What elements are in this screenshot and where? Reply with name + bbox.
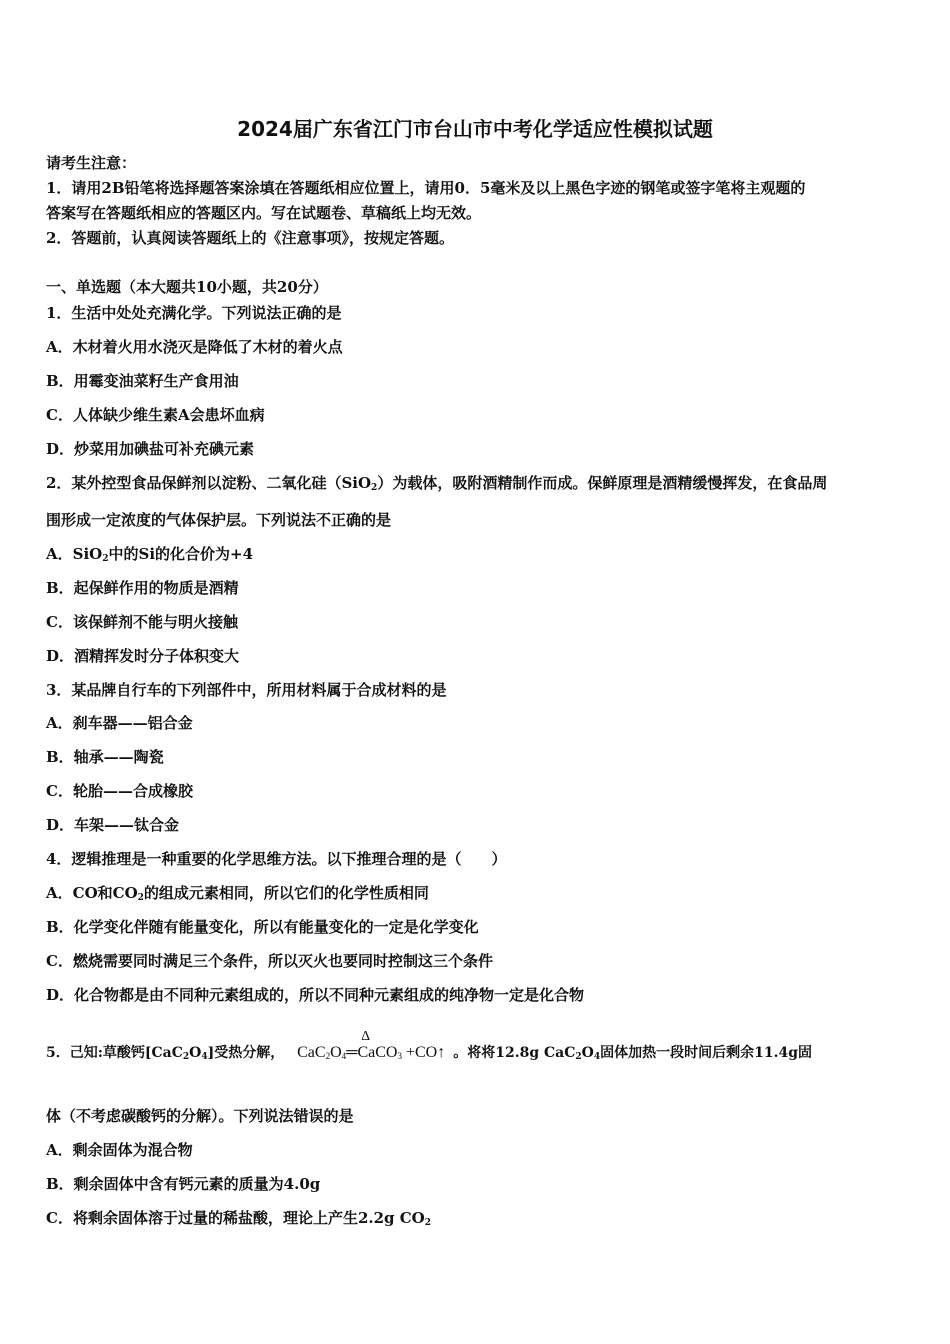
- q3-stem: 3．某品牌自行车的下列部件中，所用材料属于合成材料的是: [46, 681, 447, 699]
- q2-stem-line-1: 2．某外控型食品保鲜剂以淀粉、二氧化硅（SiO$_2$）为载体，吸附酒精制作而成。保鲜原理是酒精缓慢挥发，在食品周: [46, 474, 828, 493]
- q4-option-b: B．化学变化伴随有能量变化，所以有能量变化的一定是化学变化: [46, 918, 479, 936]
- notice-heading: 请考生注意：: [46, 154, 137, 172]
- page-title: 2024届广东省江门市台山市中考化学适应性模拟试题: [237, 117, 713, 141]
- q1-option-b: B．用霉变油菜籽生产食用油: [46, 372, 239, 390]
- q1-option-a: A．木材着火用水浇灭是降低了木材的着火点: [46, 338, 343, 356]
- notice-line-1: 1．请用2B铅笔将选择题答案涂填在答题纸相应位置上，请用0．5毫米及以上黑色字迹的钢笔或签字笔将主观题的: [46, 179, 806, 197]
- q1-stem: 1．生活中处处充满化学。下列说法正确的是: [46, 304, 342, 322]
- q4-stem: 4．逻辑推理是一种重要的化学思维方法。以下推理合理的是（ ）: [46, 850, 507, 868]
- q5-option-c: C．将剩余固体溶于过量的稀盐酸，理论上产生2.2g $CO_2$: [46, 1209, 432, 1228]
- q5-stem-line-1: 5．己知:草酸钙$[CaC_2O_4]$受热分解， $CaC_2O_4$ Δ ═CaCO$_3$ +CO↑ 。将将12.8g $CaC_2O_4$固体加热一段时间后剩余11.4g固: [46, 1029, 812, 1062]
- q2-option-a: A．SiO$_2$中的Si的化合价为+4: [46, 545, 254, 564]
- q2-option-c: C．该保鲜剂不能与明火接触: [46, 613, 238, 631]
- q2-option-d: D．酒精挥发时分子体积变大: [46, 647, 240, 665]
- q5-option-b: B．剩余固体中含有钙元素的质量为4.0g: [46, 1175, 321, 1193]
- reaction-equation: $CaC_2O_4$ Δ ═CaCO$_3$ +CO↑: [297, 1029, 446, 1061]
- q2-option-b: B．起保鲜作用的物质是酒精: [46, 579, 239, 597]
- q3-option-a: A．刹车器——铝合金: [46, 714, 193, 732]
- section-heading: 一、单选题（本大题共10小题，共20分）: [46, 278, 328, 296]
- notice-line-3: 2．答题前，认真阅读答题纸上的《注意事项》，按规定答题。: [46, 229, 454, 247]
- q1-option-c: C．人体缺少维生素A会患坏血病: [46, 406, 265, 424]
- q3-option-c: C．轮胎——合成橡胶: [46, 782, 193, 800]
- q3-option-d: D．车架——钛合金: [46, 816, 180, 834]
- notice-line-2: 答案写在答题纸相应的答题区内。写在试题卷、草稿纸上均无效。: [46, 204, 482, 222]
- q4-option-d: D．化合物都是由不同种元素组成的，所以不同种元素组成的纯净物一定是化合物: [46, 986, 585, 1004]
- heat-delta-symbol: Δ: [361, 1029, 371, 1044]
- q5-stem-line-2: 体（不考虑碳酸钙的分解）。下列说法错误的是: [46, 1107, 354, 1125]
- q4-option-a: A．CO和$CO_2$的组成元素相同，所以它们的化学性质相同: [46, 884, 429, 903]
- q2-stem-line-2: 围形成一定浓度的气体保护层。下列说法不正确的是: [46, 511, 392, 529]
- q3-option-b: B．轴承——陶瓷: [46, 748, 164, 766]
- q5-option-a: A．剩余固体为混合物: [46, 1141, 193, 1159]
- q1-option-d: D．炒菜用加碘盐可补充碘元素: [46, 440, 255, 458]
- q4-option-c: C．燃烧需要同时满足三个条件，所以灭火也要同时控制这三个条件: [46, 952, 493, 970]
